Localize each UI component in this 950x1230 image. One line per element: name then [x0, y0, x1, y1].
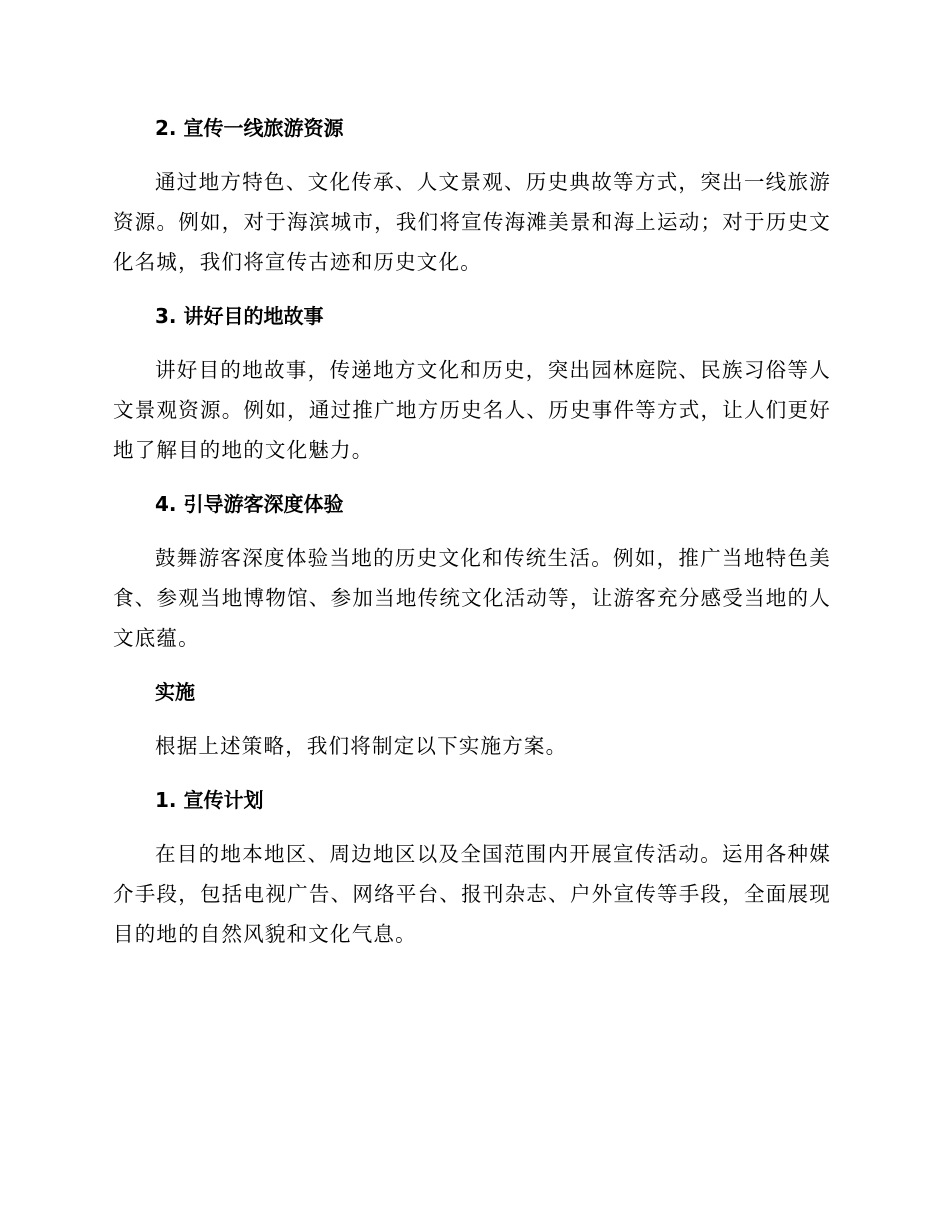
- section-heading-promotion-plan: 1. 宣传计划: [155, 788, 264, 812]
- section-body-destination-story: 讲好目的地故事，传递地方文化和历史，突出园林庭院、民族习俗等人文景观资源。例如，通过推广地方历史名人、历史事件等方式，让人们更好地了解目的地的文化魅力。: [113, 358, 831, 462]
- section-heading-destination-story: 3. 讲好目的地故事: [155, 304, 324, 328]
- section-heading-implementation: 实施: [155, 680, 195, 704]
- section-body-implementation: 根据上述策略，我们将制定以下实施方案。: [155, 734, 568, 758]
- document-page: [113, 108, 831, 954]
- section-body-promotion-plan: 在目的地本地区、周边地区以及全国范围内开展宣传活动。运用各种媒介手段，包括电视广告、网络平台、报刊杂志、户外宣传等手段，全面展现目的地的自然风貌和文化气息。: [113, 842, 831, 946]
- section-body-deep-experience: 鼓舞游客深度体验当地的历史文化和传统生活。例如，推广当地特色美食、参观当地博物馆、参加当地传统文化活动等，让游客充分感受当地的人文底蕴。: [113, 546, 831, 650]
- section-heading-deep-experience: 4. 引导游客深度体验: [155, 492, 344, 516]
- section-heading-promote-resources: 2. 宣传一线旅游资源: [155, 116, 344, 140]
- section-body-promote-resources: 通过地方特色、文化传承、人文景观、历史典故等方式，突出一线旅游资源。例如，对于海滨城市，我们将宣传海滩美景和海上运动；对于历史文化名城，我们将宣传古迹和历史文化。: [113, 170, 831, 274]
